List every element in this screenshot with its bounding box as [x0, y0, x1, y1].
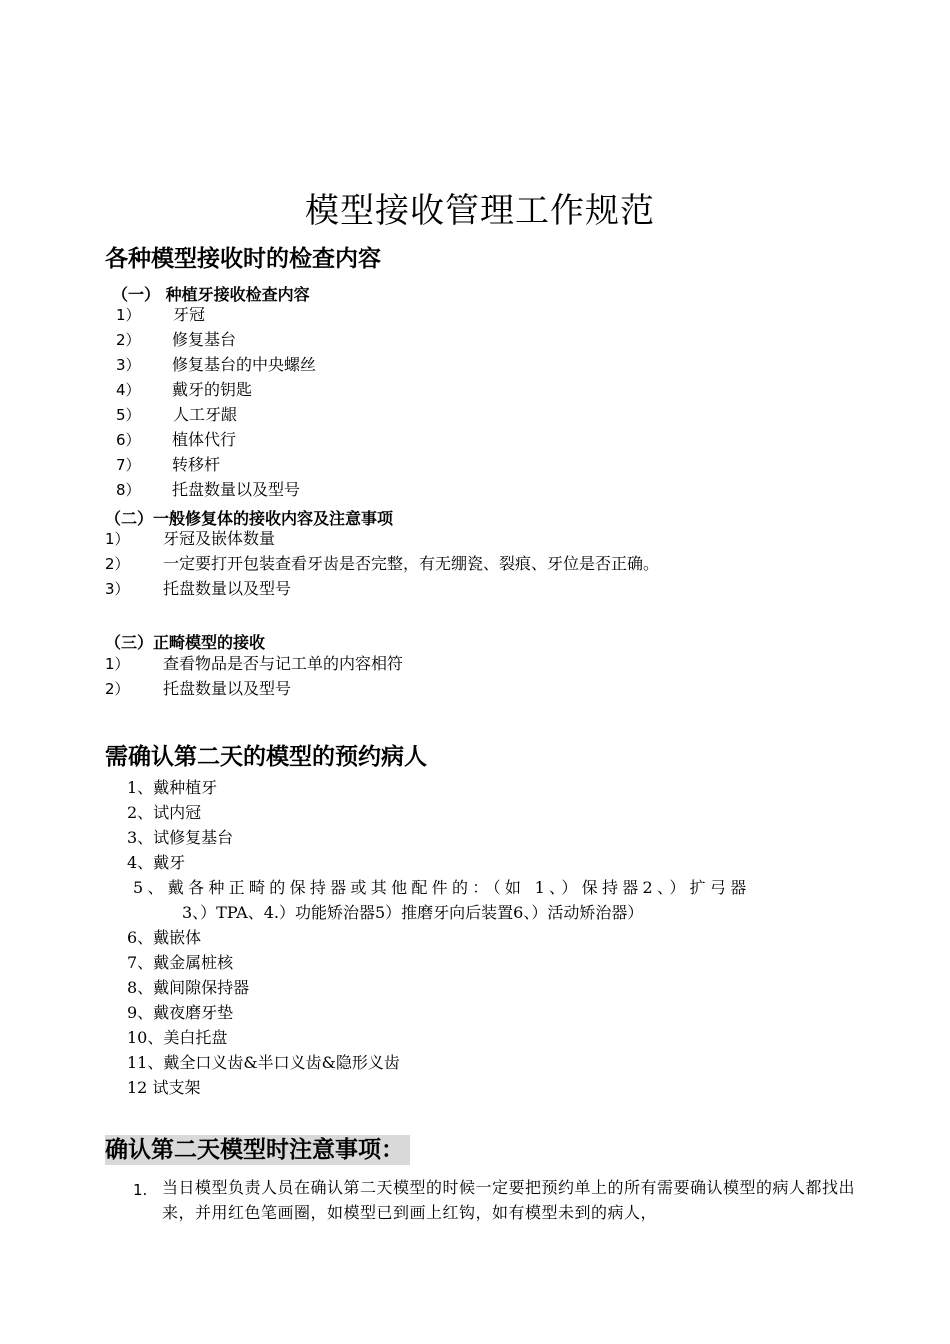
- subheading-implant: （一） 种植牙接收检查内容: [112, 285, 310, 304]
- section-heading-notes: 确认第二天模型时注意事项：: [105, 1135, 410, 1165]
- subheading-restoration: （二）一般修复体的接收内容及注意事项: [105, 509, 394, 528]
- list-item: 3、试修复基台: [127, 828, 234, 847]
- section-heading-appointments: 需确认第二天的模型的预约病人: [105, 744, 427, 770]
- list-item-continued: 3、）TPA、4.）功能矫治器5）推磨牙向后装置6、）活动矫治器）: [182, 903, 644, 922]
- document-title: 模型接收管理工作规范: [305, 191, 655, 231]
- list-item: 7、戴金属桩核: [127, 953, 234, 972]
- list-item: 2、试内冠: [127, 803, 202, 822]
- subheading-orthodontic: （三）正畸模型的接收: [105, 633, 266, 652]
- list-item: 4、戴牙: [127, 853, 186, 872]
- list-item: 1、戴种植牙: [127, 778, 218, 797]
- section-heading-inspection: 各种模型接收时的检查内容: [105, 246, 381, 272]
- list-item: 12 试支架: [127, 1078, 201, 1097]
- list-item: 8、戴间隙保持器: [127, 978, 250, 997]
- list-item: 10、美白托盘: [127, 1028, 228, 1047]
- list-item: 11、戴全口义齿&半口义齿&隐形义齿: [127, 1053, 400, 1072]
- list-item: 6、戴嵌体: [127, 928, 202, 947]
- document-page: 模型接收管理工作规范 各种模型接收时的检查内容 （一） 种植牙接收检查内容 1） 牙冠 2） 修复基台 3） 修复基台的中央螺丝 4） 戴牙的钥匙 5） 人工牙龈 6） 植体代行 7） 转移杆 8） 托盘数量以及型号 （二）一般修复体的接收内容及注意事项 1） 牙冠及嵌体数量 2） 一定要打开包装查看牙齿是否完整，有无绷瓷、裂痕、牙位是否正确。 3） 托盘数量以及型号 （三）正畸模型的接收 1） 查看物品是否与记工单的内容相符 2） 托盘数量以及型号 需确认第二天的模型的预约病人 1、戴种植牙 2、试内冠 3、试修复基台 4、戴牙 5、戴各种正畸的保持器或其他配件的：（如 1、）保持器2、）扩弓器 3、）TPA、4.）功能矫治器5）推磨牙向后装置6、）活动矫治器） 6、戴嵌体 7、戴金属桩核 8、戴间隙保持器 9、戴夜磨牙垫 10、美白托盘 11、戴全口义齿&半口义齿&隐形义齿 12 试支架 确认第二天模型时注意事项： 1. 当日模型负责人员在确认第二天模型的时候一定要把预约单上的所有需要确认模型的病人都找出来，并用红色笔画圈，如模型已到画上红钩，如有模型未到的病人，: [0, 0, 950, 1344]
- list-number: 1.: [133, 1181, 148, 1199]
- list-item: 当日模型负责人员在确认第二天模型的时候一定要把预约单上的所有需要确认模型的病人都找出来，并用红色笔画圈，如模型已到画上红钩，如有模型未到的病人，: [162, 1178, 856, 1222]
- list-item: 5、戴各种正畸的保持器或其他配件的：（如 1、）保持器2、）扩弓器: [133, 878, 751, 897]
- list-item: 9、戴夜磨牙垫: [127, 1003, 234, 1022]
